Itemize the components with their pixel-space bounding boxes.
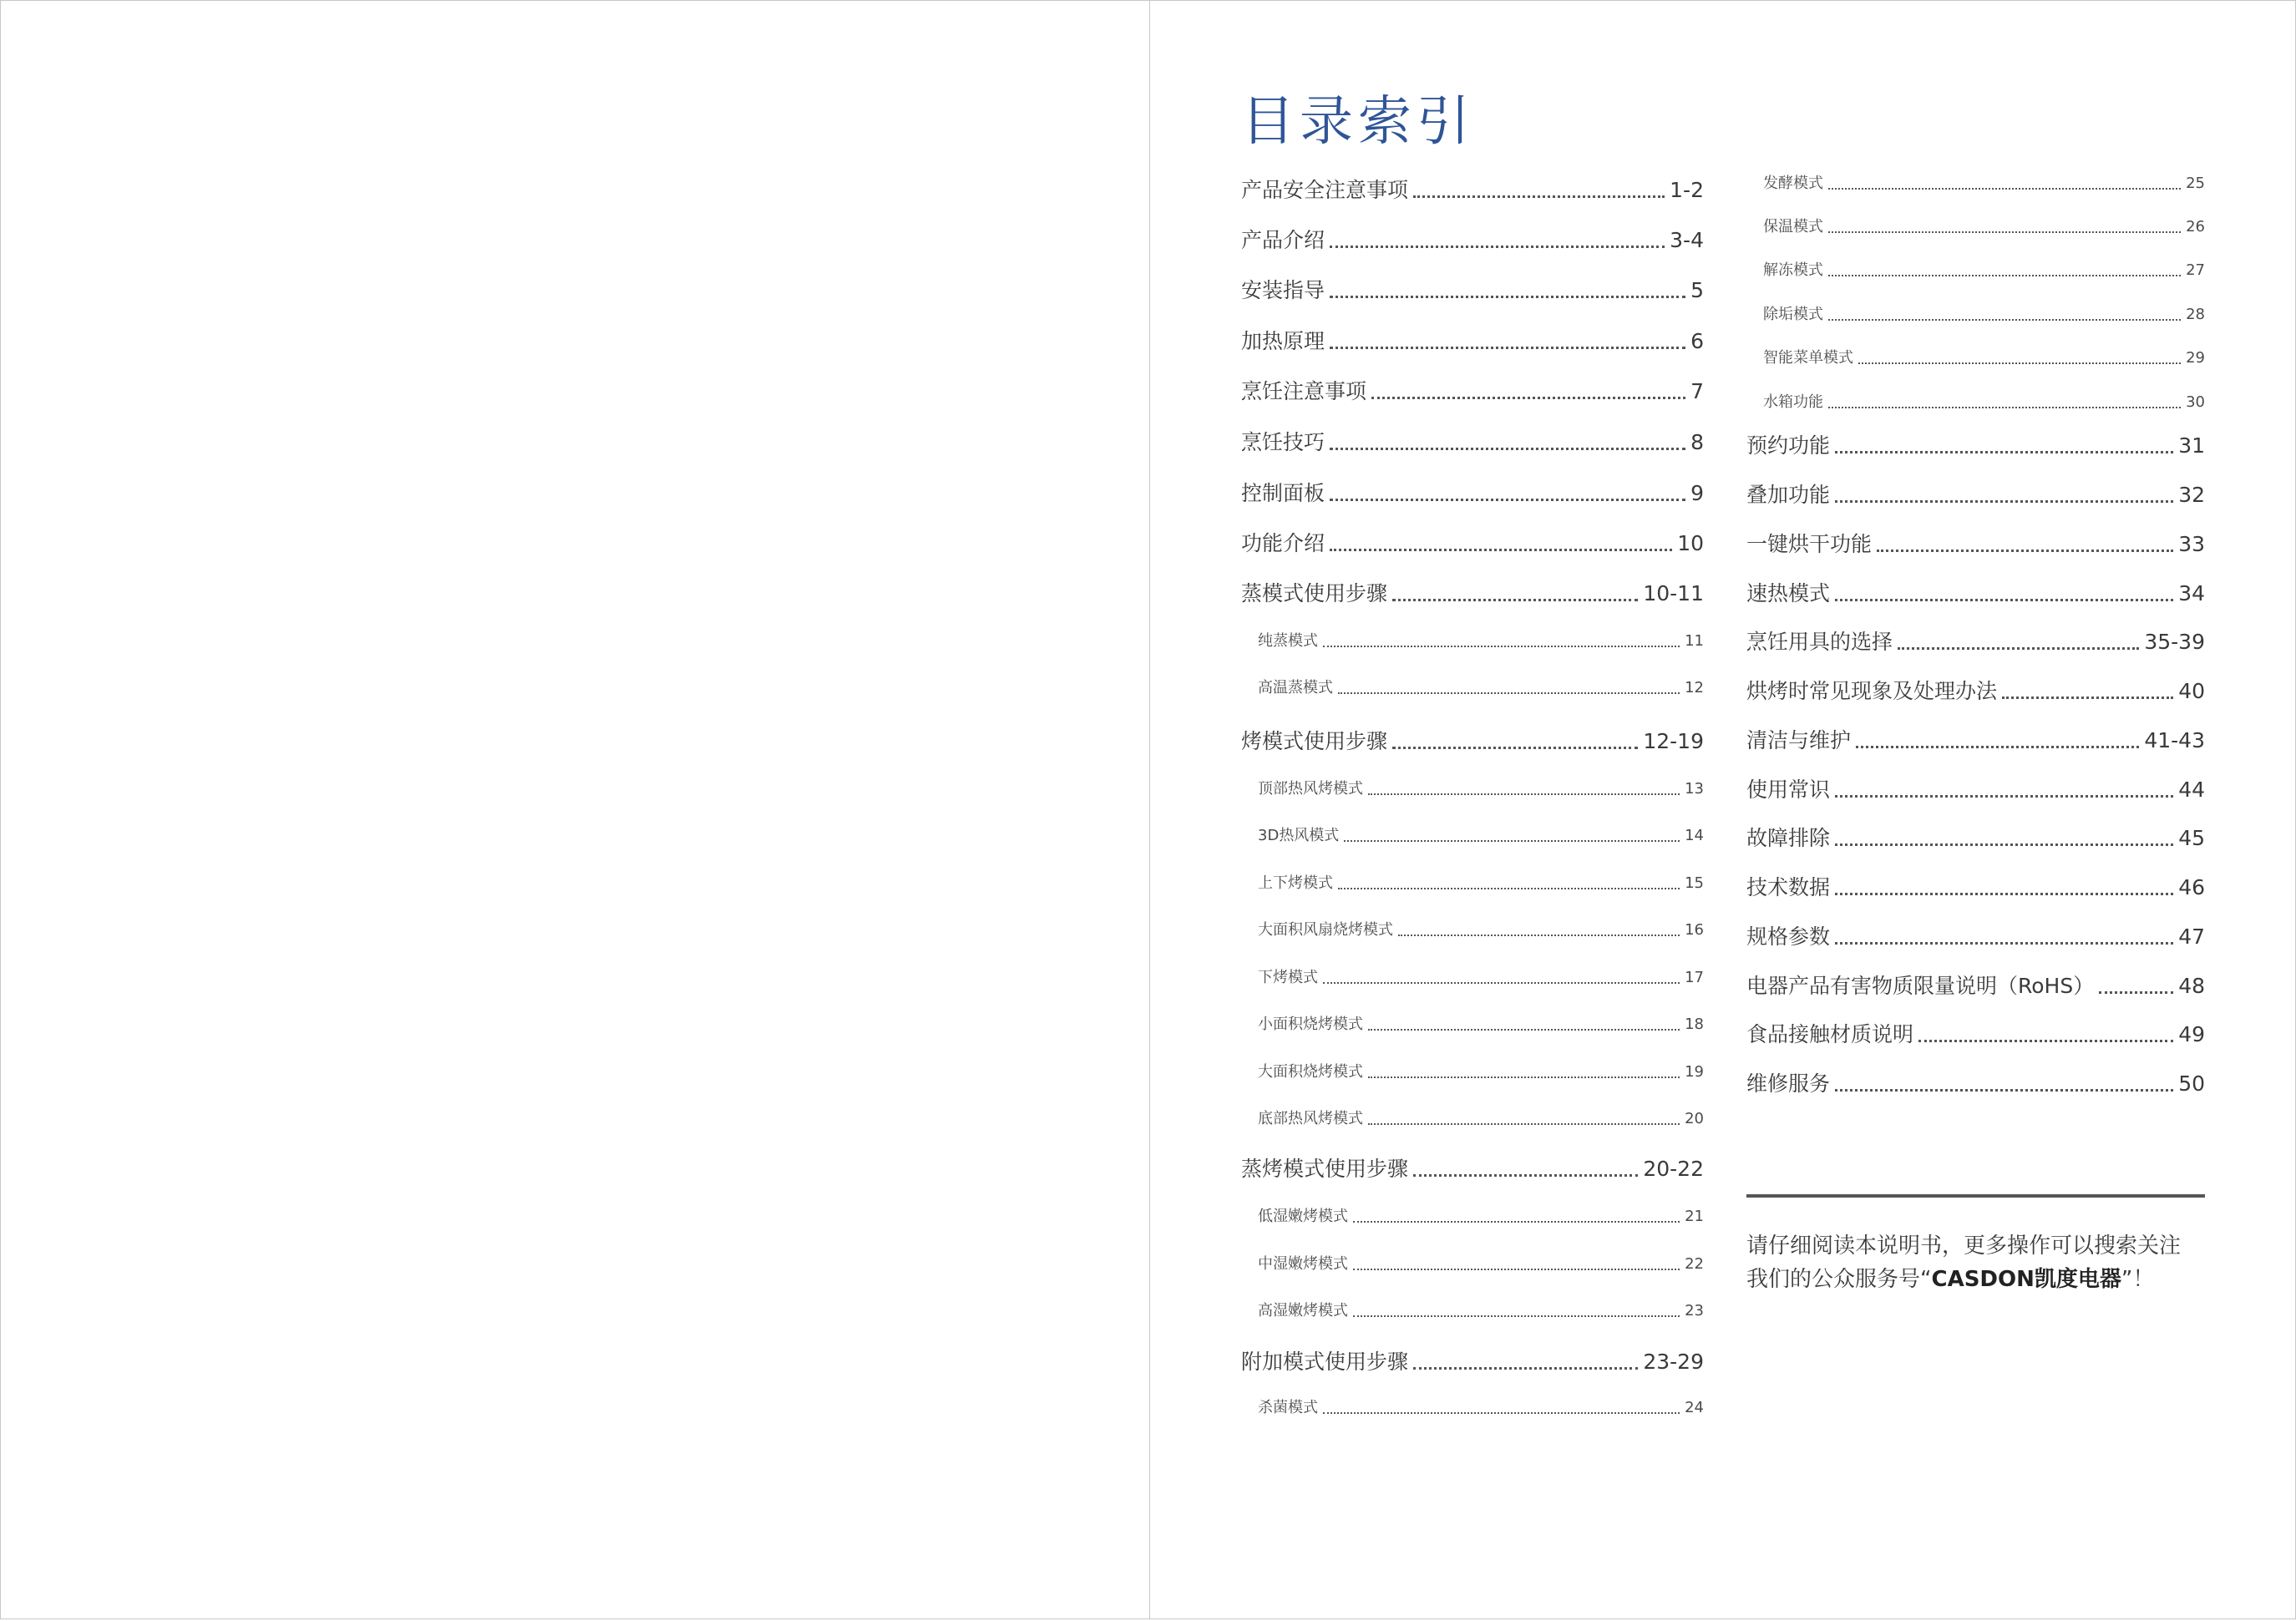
toc-entry-label: 安装指导 [1241, 278, 1325, 302]
dot-leader [1835, 942, 2173, 945]
toc-entry-page-number: 47 [2178, 924, 2205, 949]
toc-entry-label: 附加模式使用步骤 [1241, 1350, 1409, 1374]
dot-leader [1835, 843, 2173, 846]
toc-entry-page-number: 10-11 [1643, 581, 1704, 605]
page-title: 目录索引 [1241, 91, 1475, 153]
dot-leader [1330, 296, 1685, 298]
toc-entry-page-number: 12-19 [1643, 729, 1704, 753]
dot-leader [1835, 893, 2173, 895]
toc-entry-label: 烤模式使用步骤 [1241, 729, 1388, 753]
dot-leader [1413, 1174, 1638, 1177]
toc-entry[interactable] [1241, 630, 1704, 653]
dot-leader [1323, 1412, 1680, 1414]
toc-entry-page-number: 13 [1685, 780, 1704, 798]
toc-entry-label: 使用常识 [1746, 778, 1831, 802]
toc-entry-page-number: 30 [2186, 393, 2205, 411]
toc-entry[interactable] [1241, 1154, 1704, 1184]
dot-leader [1353, 1221, 1680, 1223]
toc-entry[interactable] [1746, 1069, 2205, 1099]
note-line-1: 请仔细阅读本说明书，更多操作可以搜索关注 [1746, 1233, 2182, 1259]
reading-note [1746, 1229, 2214, 1296]
toc-entry-label: 低湿嫩烤模式 [1258, 1208, 1348, 1225]
toc-entry[interactable] [1746, 775, 2205, 805]
toc-entry[interactable] [1746, 971, 2205, 1001]
toc-entry-label: 上下烤模式 [1258, 874, 1333, 892]
toc-entry-label: 加热原理 [1241, 329, 1325, 353]
toc-entry-page-number: 45 [2178, 826, 2205, 850]
toc-entry-page-number: 33 [2178, 532, 2205, 556]
dot-leader [1828, 407, 2181, 408]
toc-entry-page-number: 20-22 [1643, 1157, 1704, 1181]
dot-leader [1828, 275, 2181, 276]
toc-entry-label: 发酵模式 [1763, 175, 1823, 192]
dot-leader [1835, 451, 2173, 453]
toc-entry-label: 下烤模式 [1258, 969, 1318, 986]
toc-entry-page-number: 21 [1685, 1208, 1704, 1225]
toc-entry-label: 故障排除 [1746, 826, 1831, 850]
toc-entry-label: 蒸模式使用步骤 [1241, 581, 1388, 605]
toc-entry[interactable] [1241, 377, 1704, 407]
dot-leader [1368, 1123, 1680, 1125]
toc-entry-label: 产品介绍 [1241, 228, 1325, 252]
toc-entry-page-number: 26 [2186, 218, 2205, 236]
toc-entry-page-number: 27 [2186, 261, 2205, 279]
toc-entry-label: 中湿嫩烤模式 [1258, 1255, 1348, 1273]
toc-entry-page-number: 7 [1690, 379, 1704, 403]
dot-leader [1368, 1076, 1680, 1078]
toc-entry[interactable] [1746, 215, 2205, 239]
dot-leader [1371, 397, 1685, 399]
toc-entry[interactable] [1241, 966, 1704, 990]
toc-entry-page-number: 1-2 [1670, 178, 1704, 202]
toc-entry[interactable] [1746, 1020, 2205, 1050]
toc-entry[interactable] [1241, 676, 1704, 700]
dot-leader [1835, 599, 2173, 601]
toc-entry[interactable] [1241, 1107, 1704, 1131]
toc-entry[interactable] [1241, 579, 1704, 609]
toc-entry-page-number: 19 [1685, 1063, 1704, 1081]
toc-entry-label: 3D热风模式 [1258, 827, 1340, 844]
dot-leader [1856, 746, 2139, 748]
divider-line [1746, 1194, 2205, 1198]
dot-leader [1828, 188, 2181, 190]
toc-entry-page-number: 31 [2178, 433, 2205, 458]
toc-entry-page-number: 44 [2178, 778, 2205, 802]
dot-leader [1398, 935, 1680, 936]
toc-entry-page-number: 8 [1690, 430, 1704, 454]
toc-entry-page-number: 20 [1685, 1110, 1704, 1127]
toc-entry[interactable] [1746, 529, 2205, 560]
toc-entry-label: 蒸烤模式使用步骤 [1241, 1157, 1409, 1181]
toc-entry-page-number: 3-4 [1670, 228, 1704, 252]
toc-entry-page-number: 49 [2178, 1022, 2205, 1046]
toc-entry[interactable] [1241, 727, 1704, 757]
toc-entry-label: 烹饪技巧 [1241, 430, 1325, 454]
toc-entry-label: 规格参数 [1746, 924, 1831, 949]
dot-leader [1392, 599, 1638, 601]
toc-entry[interactable] [1241, 1396, 1704, 1420]
toc-entry-page-number: 16 [1685, 921, 1704, 939]
dot-leader [1330, 549, 1672, 551]
toc-entry-page-number: 23 [1685, 1302, 1704, 1320]
toc-entry[interactable] [1241, 872, 1704, 895]
toc-entry-page-number: 28 [2186, 306, 2205, 323]
dot-leader [1338, 888, 1680, 889]
dot-leader [1828, 231, 2181, 233]
toc-entry-page-number: 48 [2178, 974, 2205, 998]
toc-entry-page-number: 11 [1685, 632, 1704, 650]
dot-leader [1413, 195, 1665, 198]
toc-entry-label: 除垢模式 [1763, 306, 1823, 323]
toc-entry[interactable] [1746, 480, 2205, 510]
toc-entry[interactable] [1746, 823, 2205, 854]
toc-entry-label: 高湿嫩烤模式 [1258, 1302, 1348, 1320]
dot-leader [1330, 246, 1665, 248]
toc-entry-label: 小面积烧烤模式 [1258, 1016, 1363, 1033]
toc-entry-page-number: 5 [1690, 278, 1704, 302]
dot-leader [2099, 991, 2173, 994]
toc-entry[interactable] [1746, 303, 2205, 327]
toc-entry-label: 清洁与维护 [1746, 728, 1852, 752]
toc-entry-label: 控制面板 [1241, 481, 1325, 505]
toc-entry-page-number: 29 [2186, 349, 2205, 367]
toc-entry-page-number: 40 [2178, 679, 2205, 703]
toc-entry-label: 智能菜单模式 [1763, 349, 1853, 367]
toc-entry-page-number: 17 [1685, 969, 1704, 986]
toc-entry[interactable] [1241, 1253, 1704, 1276]
toc-entry[interactable] [1241, 327, 1704, 357]
toc-entry-label: 纯蒸模式 [1258, 632, 1318, 650]
toc-entry[interactable] [1241, 529, 1704, 559]
toc-entry[interactable] [1746, 922, 2205, 952]
toc-entry[interactable] [1746, 172, 2205, 195]
toc-entry[interactable] [1241, 1347, 1704, 1377]
toc-entry-page-number: 24 [1685, 1399, 1704, 1416]
toc-entry-page-number: 18 [1685, 1016, 1704, 1033]
toc-entry[interactable] [1241, 428, 1704, 458]
toc-entry-label: 保温模式 [1763, 218, 1823, 236]
toc-entry[interactable] [1241, 276, 1704, 306]
toc-entry-label: 烹饪用具的选择 [1746, 630, 1893, 654]
toc-entry[interactable] [1746, 391, 2205, 414]
note-line-2-suffix: ”！ [2121, 1267, 2155, 1292]
dot-leader [1835, 1089, 2173, 1092]
brand-name: CASDON凯度电器 [1931, 1267, 2121, 1292]
toc-entry-page-number: 23-29 [1643, 1350, 1704, 1374]
toc-entry[interactable] [1241, 824, 1704, 848]
toc-entry[interactable] [1241, 1205, 1704, 1228]
toc-entry-label: 顶部热风烤模式 [1258, 780, 1363, 798]
toc-entry[interactable] [1241, 175, 1704, 205]
toc-entry[interactable] [1746, 676, 2205, 707]
toc-entry-page-number: 10 [1677, 531, 1704, 555]
dot-leader [1368, 1029, 1680, 1031]
dot-leader [1330, 347, 1685, 349]
note-line-2-prefix: 我们的公众服务号“ [1746, 1267, 1932, 1292]
dot-leader [1323, 982, 1680, 984]
toc-entry-label: 底部热风烤模式 [1258, 1110, 1363, 1127]
toc-entry-label: 杀菌模式 [1258, 1399, 1318, 1416]
toc-entry[interactable] [1746, 579, 2205, 609]
toc-entry-label: 水箱功能 [1763, 393, 1823, 411]
toc-entry-page-number: 9 [1690, 481, 1704, 505]
dot-leader [1344, 840, 1680, 842]
dot-leader [1392, 747, 1638, 749]
toc-entry-label: 预约功能 [1746, 433, 1831, 458]
toc-entry-page-number: 50 [2178, 1071, 2205, 1096]
toc-entry-page-number: 22 [1685, 1255, 1704, 1273]
toc-entry-label: 食品接触材质说明 [1746, 1022, 1914, 1046]
dot-leader [1338, 692, 1680, 694]
dot-leader [1858, 362, 2181, 364]
toc-entry[interactable] [1746, 259, 2205, 282]
toc-entry[interactable] [1746, 347, 2205, 370]
dot-leader [1413, 1367, 1638, 1370]
toc-entry-page-number: 46 [2178, 875, 2205, 899]
toc-entry-label: 高温蒸模式 [1258, 679, 1333, 697]
dot-leader [1353, 1315, 1680, 1317]
toc-entry-page-number: 12 [1685, 679, 1704, 697]
toc-entry-label: 速热模式 [1746, 581, 1831, 605]
toc-entry-label: 烘烤时常见现象及处理办法 [1746, 679, 1998, 703]
toc-entry-label: 大面积风扇烧烤模式 [1258, 921, 1393, 939]
toc-entry-label: 维修服务 [1746, 1071, 1831, 1096]
toc-entry-page-number: 15 [1685, 874, 1704, 892]
toc-entry[interactable] [1241, 1299, 1704, 1323]
toc-entry-page-number: 35-39 [2144, 630, 2205, 654]
dot-leader [1918, 1040, 2173, 1042]
dot-leader [1828, 319, 2181, 321]
toc-entry-label: 一键烘干功能 [1746, 532, 1873, 556]
toc-entry-label: 技术数据 [1746, 875, 1831, 899]
toc-entry-label: 功能介绍 [1241, 531, 1325, 555]
toc-entry[interactable] [1241, 778, 1704, 801]
toc-entry-page-number: 34 [2178, 581, 2205, 605]
toc-entry[interactable] [1241, 1061, 1704, 1084]
toc-entry-label: 产品安全注意事项 [1241, 178, 1409, 202]
dot-leader [1835, 795, 2173, 798]
dot-leader [1898, 647, 2139, 650]
toc-entry[interactable] [1241, 919, 1704, 942]
toc-entry-label: 解冻模式 [1763, 261, 1823, 279]
toc-entry-page-number: 6 [1690, 329, 1704, 353]
toc-entry[interactable] [1746, 873, 2205, 903]
toc-entry-page-number: 32 [2178, 483, 2205, 507]
toc-entry[interactable] [1241, 479, 1704, 509]
dot-leader [1368, 793, 1680, 795]
dot-leader [1330, 448, 1685, 450]
toc-entry[interactable] [1746, 726, 2205, 756]
toc-entry-page-number: 14 [1685, 827, 1704, 844]
dot-leader [1330, 499, 1685, 501]
toc-entry[interactable] [1746, 431, 2205, 461]
toc-entry-label: 叠加功能 [1746, 483, 1831, 507]
dot-leader [1835, 500, 2173, 503]
dot-leader [1353, 1269, 1680, 1270]
toc-entry-page-number: 41-43 [2144, 728, 2205, 752]
dot-leader [1877, 550, 2173, 552]
toc-entry[interactable] [1746, 627, 2205, 657]
toc-entry[interactable] [1241, 1013, 1704, 1036]
toc-entry-label: 烹饪注意事项 [1241, 379, 1367, 403]
toc-entry-page-number: 25 [2186, 175, 2205, 192]
toc-entry[interactable] [1241, 225, 1704, 256]
dot-leader [2002, 697, 2173, 699]
toc-entry-label: 电器产品有害物质限量说明（RoHS） [1746, 974, 2095, 998]
dot-leader [1323, 646, 1680, 647]
toc-entry-label: 大面积烧烤模式 [1258, 1063, 1363, 1081]
